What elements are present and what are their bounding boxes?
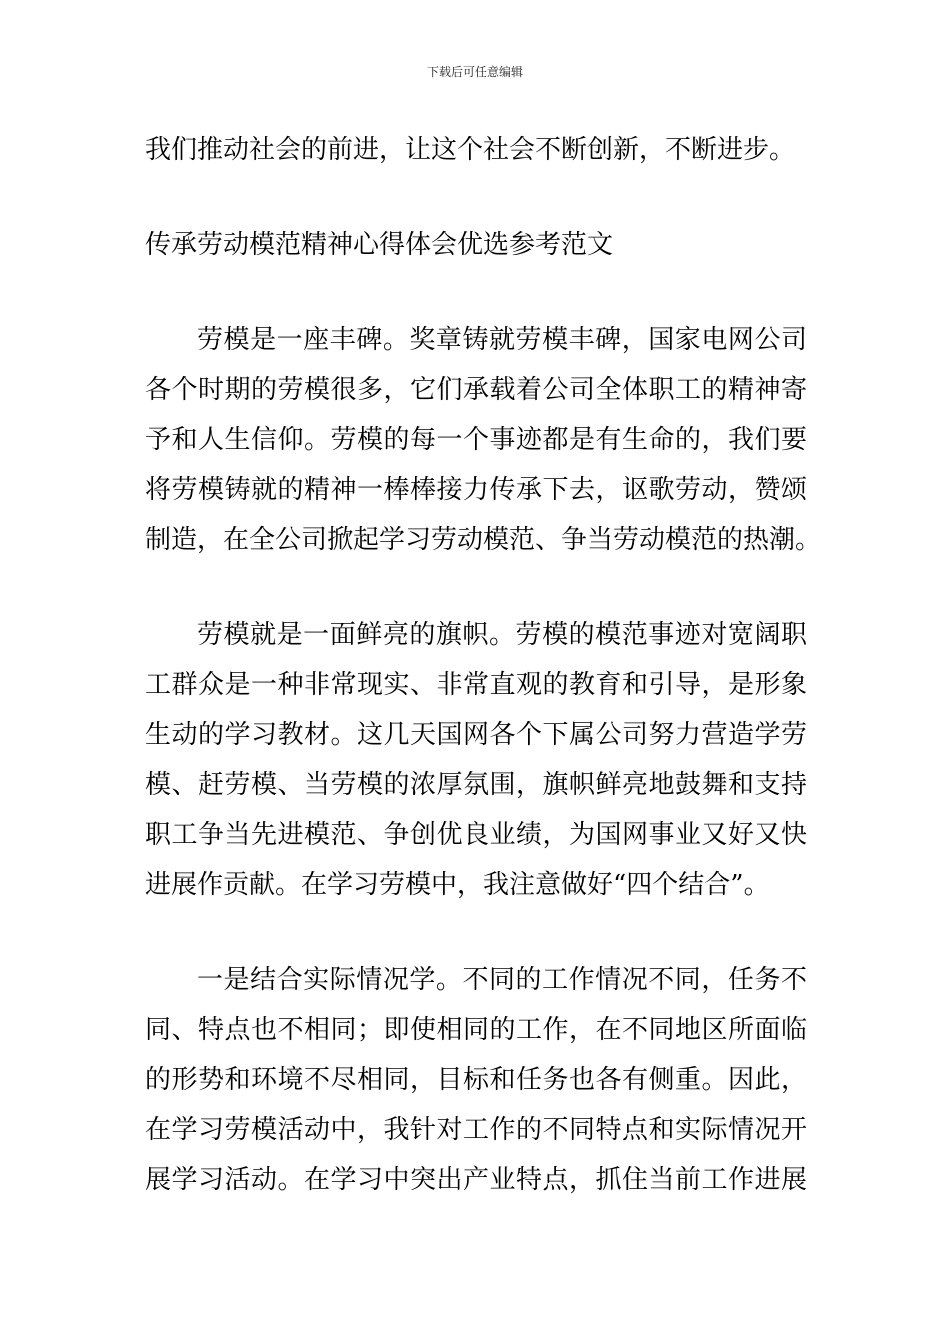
paragraph-line: 将劳模铸就的精神一棒棒接力传承下去，讴歌劳动，赞颂 bbox=[145, 475, 807, 505]
paragraph-line: 一是结合实际情况学。不同的工作情况不同，任务不 bbox=[197, 965, 807, 995]
paragraph-3 bbox=[145, 955, 807, 1205]
paragraph-line: 同、特点也不相同；即使相同的工作，在不同地区所面临 bbox=[145, 1015, 807, 1045]
spacer bbox=[145, 910, 807, 955]
paragraph-line: 劳模是一座丰碑。奖章铸就劳模丰碑，国家电网公司 bbox=[197, 325, 807, 355]
spacer bbox=[145, 565, 807, 610]
paragraph-line: 进展作贡献。在学习劳模中，我注意做好“四个结合”。 bbox=[145, 870, 770, 900]
paragraph-line: 的形势和环境不尽相同，目标和任务也各有侧重。因此， bbox=[145, 1065, 807, 1095]
spacer bbox=[145, 175, 807, 220]
paragraph-line: 模、赶劳模、当劳模的浓厚氛围，旗帜鲜亮地鼓舞和支持 bbox=[145, 770, 807, 800]
intro-line: 我们推动社会的前进，让这个社会不断创新，不断进步。 bbox=[145, 135, 796, 165]
document-body bbox=[145, 125, 822, 1205]
paragraph-line: 予和人生信仰。劳模的每一个事迹都是有生命的，我们要 bbox=[145, 425, 807, 455]
paragraph-line: 工群众是一种非常现实、非常直观的教育和引导，是形象 bbox=[145, 670, 807, 700]
page-header: 下载后可任意编辑 bbox=[426, 65, 523, 79]
paragraph-line: 展学习活动。在学习中突出产业特点，抓住当前工作进展 bbox=[145, 1165, 807, 1195]
paragraph-line: 制造，在全公司掀起学习劳动模范、争当劳动模范的热潮。 bbox=[145, 525, 822, 555]
paragraph-line: 劳模就是一面鲜亮的旗帜。劳模的模范事迹对宽阔职 bbox=[197, 620, 807, 650]
spacer bbox=[145, 270, 807, 315]
paragraph-2 bbox=[145, 610, 807, 910]
paragraph-line: 生动的学习教材。这几天国网各个下属公司努力营造学劳 bbox=[145, 720, 807, 750]
paragraph-line: 在学习劳模活动中，我针对工作的不同特点和实际情况开 bbox=[145, 1115, 807, 1145]
paragraph-1 bbox=[145, 315, 822, 565]
article-title: 传承劳动模范精神心得体会优选参考范文 bbox=[145, 230, 614, 260]
paragraph-line: 各个时期的劳模很多，它们承载着公司全体职工的精神寄 bbox=[145, 375, 807, 405]
paragraph-line: 职工争当先进模范、争创优良业绩，为国网事业又好又快 bbox=[145, 820, 807, 850]
